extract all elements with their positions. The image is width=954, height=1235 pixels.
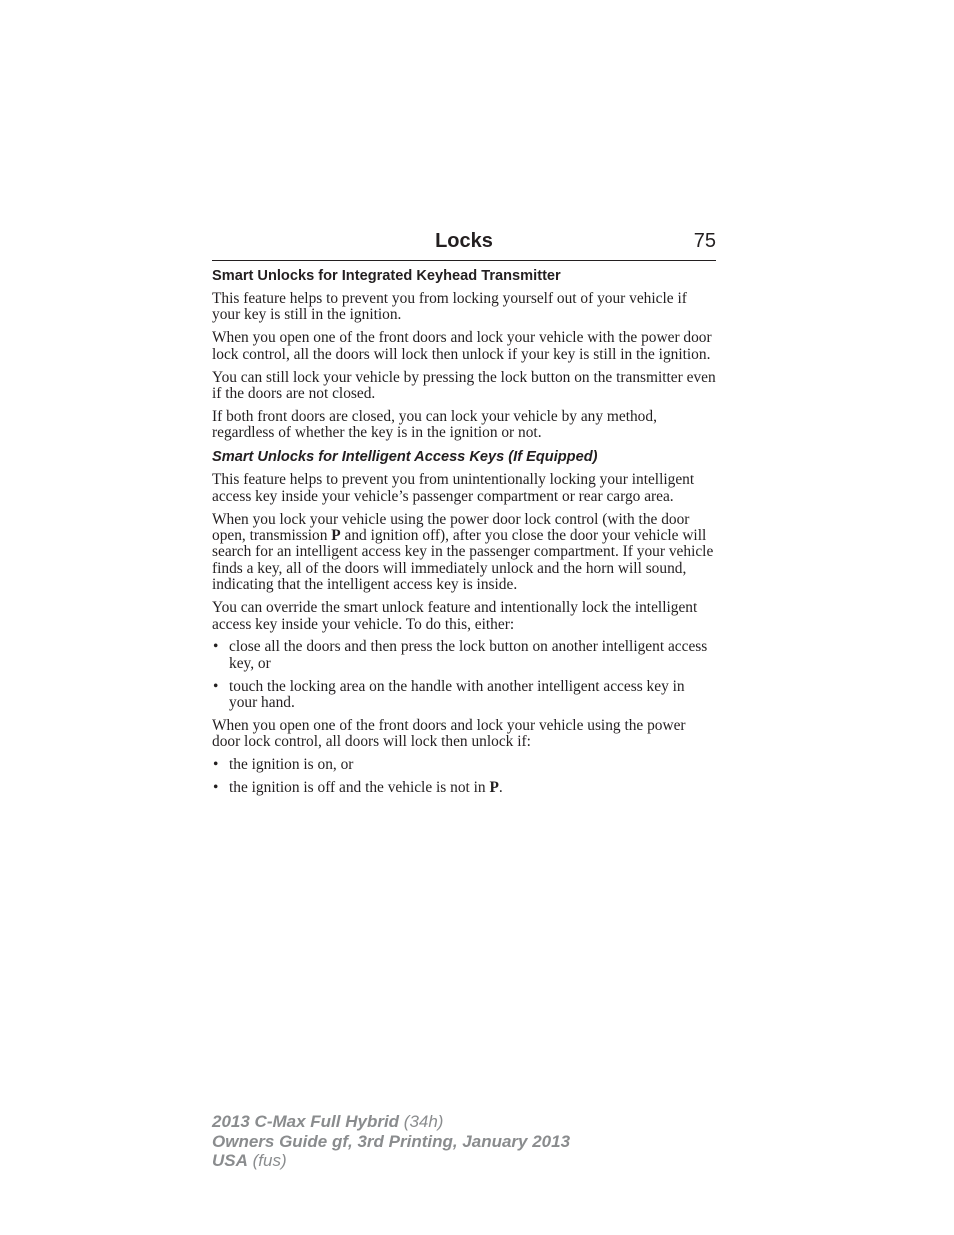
footer-line: [212, 1112, 570, 1132]
list-item: [212, 780, 716, 796]
bullet-icon: •: [213, 756, 219, 774]
paragraph: When you open one of the front doors and lock your vehicle with the power door lock control, all the doors will lock then unlock if your key is still in the ignition.: [212, 329, 712, 363]
paragraph: You can override the smart unlock feature and intentionally lock the intelligent access key inside your vehicle. To do this, either:: [212, 599, 698, 633]
page-content: [212, 267, 716, 803]
list-item-text: the ignition is on, or: [229, 756, 354, 774]
paragraph: You can still lock your vehicle by pressing the lock button on the transmitter even if the doors are not closed.: [212, 368, 716, 403]
bold-text: P: [331, 526, 341, 544]
footer-model: 2013 C-Max Full Hybrid: [212, 1112, 400, 1131]
list-item: [212, 757, 716, 773]
bullet-icon: •: [213, 677, 219, 695]
paragraph: [212, 512, 716, 594]
section-heading-keyhead: Smart Unlocks for Integrated Keyhead Transmitter: [212, 268, 561, 284]
bullet-icon: •: [213, 638, 219, 656]
list-item-text: close all the doors and then press the lock button on another intelligent access key, or: [229, 638, 708, 672]
bullet-list: [212, 757, 716, 796]
section-heading-intelligent-access: Smart Unlocks for Intelligent Access Keys (If Equipped): [212, 449, 598, 466]
list-item: [212, 679, 716, 712]
page-number: 75: [693, 230, 716, 252]
list-item-text: touch the locking area on the handle with another intelligent access key in your hand.: [229, 677, 685, 712]
bullet-icon: •: [213, 779, 219, 797]
paragraph: This feature helps to prevent you from unintentionally locking your intelligent access key inside your vehicle’s passenger compartment or rear cargo area.: [212, 471, 695, 505]
footer-line: [212, 1151, 570, 1171]
page-header: [212, 228, 716, 261]
footer-model-code: (34h): [399, 1112, 444, 1131]
text-run: When you lock your vehicle using the power door lock control (with the door open, transmission: [212, 510, 690, 544]
chapter-title: Locks: [435, 230, 493, 252]
paragraph: If both front doors are closed, you can lock your vehicle by any method, regardless of whether the key is in the ignition or not.: [212, 407, 657, 442]
paragraph: When you open one of the front doors and lock your vehicle using the power door lock control, all doors will lock then unlock if:: [212, 717, 686, 751]
list-item-text: the ignition is off and the vehicle is not in: [229, 779, 490, 797]
page-footer: [212, 1112, 570, 1171]
footer-market-code: (fus): [247, 1151, 287, 1170]
footer-market: USA: [212, 1151, 248, 1170]
paragraph: This feature helps to prevent you from locking yourself out of your vehicle if your key is still in the ignition.: [212, 290, 687, 324]
list-item: [212, 639, 716, 672]
text-run: .: [498, 779, 503, 797]
bullet-list: [212, 639, 716, 711]
bold-text: P: [489, 779, 499, 797]
text-run: and ignition off), after you close the door your vehicle will search for an intelligent access key in the passenger compartment. If your vehicle finds a key, all of the doors will immediately unlock and the horn will sound, indicating that the intelligent access key is inside.: [212, 526, 714, 594]
footer-edition: Owners Guide gf, 3rd Printing, January 2013: [212, 1131, 571, 1151]
